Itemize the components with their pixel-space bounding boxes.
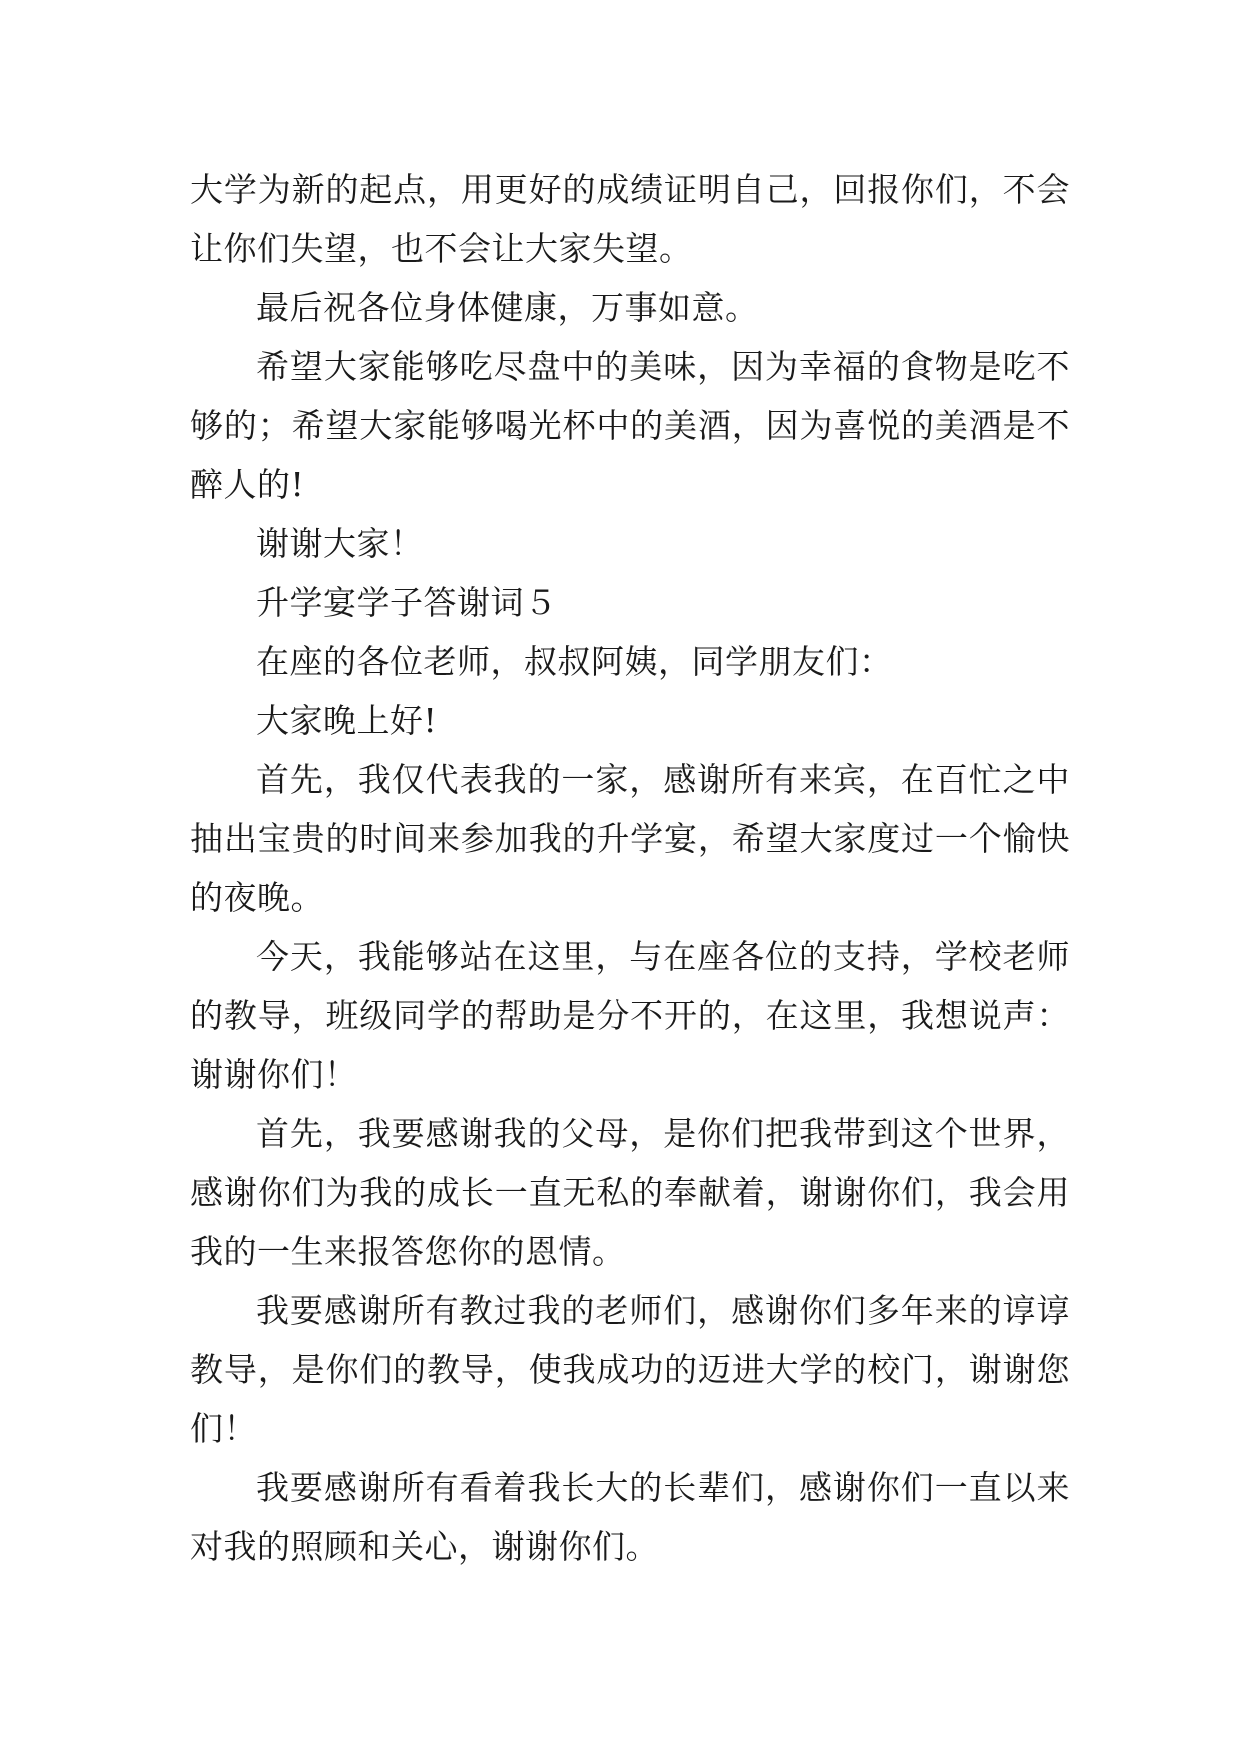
paragraph: 我要感谢所有看着我长大的长辈们，感谢你们一直以来对我的照顾和关心，谢谢你们。 [190,1468,1070,1566]
paragraph: 今天，我能够站在这里，与在座各位的支持，学校老师的教导，班级同学的帮助是分不开的，在这里，我想说声：谢谢你们！ [190,937,1070,1094]
paragraph: 希望大家能够吃尽盘中的美味，因为幸福的食物是吃不够的；希望大家能够喝光杯中的美酒，因为喜悦的美酒是不醉人的! [190,347,1070,504]
greeting: 大家晚上好! [256,701,438,740]
paragraph-continued: 大学为新的起点，用更好的成绩证明自己，回报你们，不会让你们失望，也不会让大家失望。 [190,170,1070,268]
paragraph: 首先，我要感谢我的父母，是你们把我带到这个世界，感谢你们为我的成长一直无私的奉献着，谢谢你们，我会用我的一生来报答您你的恩情。 [190,1114,1070,1271]
paragraph: 最后祝各位身体健康，万事如意。 [256,288,759,327]
section-heading: 升学宴学子答谢词５ [256,583,558,622]
paragraph: 谢谢大家！ [256,524,424,563]
paragraph: 首先，我仅代表我的一家，感谢所有来宾，在百忙之中抽出宝贵的时间来参加我的升学宴，希望大家度过一个愉快的夜晚。 [190,760,1070,917]
document-body [190,160,1070,1576]
salutation: 在座的各位老师，叔叔阿姨，同学朋友们： [256,642,893,681]
paragraph: 我要感谢所有教过我的老师们，感谢你们多年来的谆谆教导，是你们的教导，使我成功的迈进大学的校门，谢谢您们！ [190,1291,1070,1448]
